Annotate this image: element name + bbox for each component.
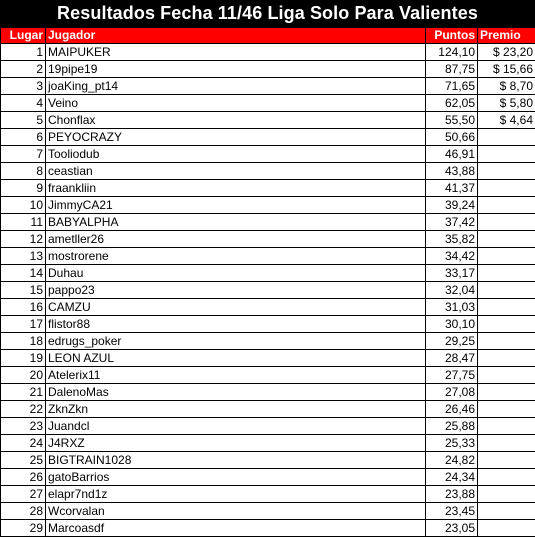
cell-lugar: 28 [1, 503, 46, 520]
cell-premio [478, 214, 535, 231]
cell-premio [478, 384, 535, 401]
cell-premio [478, 469, 535, 486]
cell-jugador: elapr7nd1z [46, 486, 426, 503]
cell-premio: $ 5,80 [478, 95, 535, 112]
cell-lugar: 13 [1, 248, 46, 265]
cell-jugador: LEON AZUL [46, 350, 426, 367]
cell-lugar: 7 [1, 146, 46, 163]
cell-jugador: fraankliin [46, 180, 426, 197]
cell-jugador: Duhau [46, 265, 426, 282]
table-row [1, 452, 535, 469]
cell-premio [478, 401, 535, 418]
cell-jugador: 19pipe19 [46, 61, 426, 78]
cell-lugar: 23 [1, 418, 46, 435]
cell-premio [478, 367, 535, 384]
cell-lugar: 2 [1, 61, 46, 78]
table-row [1, 282, 535, 299]
table-row [1, 520, 535, 537]
cell-puntos: 23,05 [426, 520, 478, 537]
cell-puntos: 50,66 [426, 129, 478, 146]
table-row [1, 146, 535, 163]
cell-lugar: 5 [1, 112, 46, 129]
cell-lugar: 26 [1, 469, 46, 486]
cell-puntos: 28,47 [426, 350, 478, 367]
cell-lugar: 18 [1, 333, 46, 350]
cell-premio [478, 435, 535, 452]
cell-lugar: 21 [1, 384, 46, 401]
cell-puntos: 25,33 [426, 435, 478, 452]
cell-premio [478, 282, 535, 299]
table-row [1, 486, 535, 503]
cell-premio [478, 333, 535, 350]
cell-lugar: 19 [1, 350, 46, 367]
table-row [1, 248, 535, 265]
cell-lugar: 3 [1, 78, 46, 95]
results-table [0, 27, 535, 537]
cell-premio [478, 129, 535, 146]
cell-lugar: 1 [1, 44, 46, 61]
table-row [1, 197, 535, 214]
table-row [1, 435, 535, 452]
cell-jugador: flistor88 [46, 316, 426, 333]
cell-premio: $ 23,20 [478, 44, 535, 61]
cell-jugador: Veino [46, 95, 426, 112]
cell-lugar: 14 [1, 265, 46, 282]
cell-puntos: 24,82 [426, 452, 478, 469]
table-row [1, 333, 535, 350]
table-row [1, 265, 535, 282]
cell-lugar: 9 [1, 180, 46, 197]
cell-premio [478, 146, 535, 163]
table-row [1, 78, 535, 95]
table-row [1, 316, 535, 333]
cell-jugador: BIGTRAIN1028 [46, 452, 426, 469]
cell-puntos: 39,24 [426, 197, 478, 214]
header-puntos: Puntos [426, 28, 478, 44]
cell-premio: $ 8,70 [478, 78, 535, 95]
cell-jugador: JimmyCA21 [46, 197, 426, 214]
cell-jugador: PEYOCRAZY [46, 129, 426, 146]
table-row [1, 129, 535, 146]
cell-jugador: ZknZkn [46, 401, 426, 418]
table-row [1, 44, 535, 61]
cell-puntos: 41,37 [426, 180, 478, 197]
table-row [1, 469, 535, 486]
cell-puntos: 55,50 [426, 112, 478, 129]
cell-lugar: 8 [1, 163, 46, 180]
cell-lugar: 20 [1, 367, 46, 384]
cell-lugar: 10 [1, 197, 46, 214]
cell-lugar: 15 [1, 282, 46, 299]
table-row [1, 299, 535, 316]
cell-lugar: 12 [1, 231, 46, 248]
cell-jugador: gatoBarrios [46, 469, 426, 486]
header-row [1, 28, 535, 44]
cell-premio: $ 15,66 [478, 61, 535, 78]
cell-puntos: 46,91 [426, 146, 478, 163]
cell-lugar: 16 [1, 299, 46, 316]
cell-puntos: 31,03 [426, 299, 478, 316]
cell-jugador: Chonflax [46, 112, 426, 129]
sheet-title: Resultados Fecha 11/46 Liga Solo Para Valientes [0, 0, 535, 27]
cell-premio [478, 316, 535, 333]
cell-puntos: 34,42 [426, 248, 478, 265]
table-row [1, 401, 535, 418]
table-row [1, 350, 535, 367]
cell-jugador: Marcoasdf [46, 520, 426, 537]
cell-jugador: CAMZU [46, 299, 426, 316]
cell-puntos: 27,08 [426, 384, 478, 401]
cell-jugador: pappo23 [46, 282, 426, 299]
cell-puntos: 124,10 [426, 44, 478, 61]
cell-puntos: 24,34 [426, 469, 478, 486]
header-lugar: Lugar [1, 28, 46, 44]
cell-puntos: 32,04 [426, 282, 478, 299]
table-row [1, 180, 535, 197]
table-row [1, 95, 535, 112]
cell-jugador: mostrorene [46, 248, 426, 265]
cell-premio [478, 163, 535, 180]
cell-premio [478, 180, 535, 197]
cell-puntos: 25,88 [426, 418, 478, 435]
cell-puntos: 23,45 [426, 503, 478, 520]
table-row [1, 418, 535, 435]
cell-lugar: 24 [1, 435, 46, 452]
cell-puntos: 26,46 [426, 401, 478, 418]
cell-premio: $ 4,64 [478, 112, 535, 129]
cell-lugar: 22 [1, 401, 46, 418]
cell-lugar: 17 [1, 316, 46, 333]
results-body [1, 44, 535, 537]
cell-jugador: Juandcl [46, 418, 426, 435]
cell-jugador: MAIPUKER [46, 44, 426, 61]
table-row [1, 367, 535, 384]
cell-premio [478, 265, 535, 282]
cell-premio [478, 503, 535, 520]
header-jugador: Jugador [46, 28, 426, 44]
cell-premio [478, 520, 535, 537]
cell-lugar: 6 [1, 129, 46, 146]
table-row [1, 231, 535, 248]
cell-puntos: 35,82 [426, 231, 478, 248]
cell-jugador: DalenoMas [46, 384, 426, 401]
table-row [1, 503, 535, 520]
cell-puntos: 71,65 [426, 78, 478, 95]
cell-lugar: 27 [1, 486, 46, 503]
cell-puntos: 43,88 [426, 163, 478, 180]
cell-premio [478, 248, 535, 265]
cell-jugador: J4RXZ [46, 435, 426, 452]
cell-puntos: 30,10 [426, 316, 478, 333]
cell-premio [478, 452, 535, 469]
cell-lugar: 25 [1, 452, 46, 469]
table-row [1, 112, 535, 129]
cell-puntos: 23,88 [426, 486, 478, 503]
cell-jugador: BABYALPHA [46, 214, 426, 231]
cell-jugador: edrugs_poker [46, 333, 426, 350]
cell-puntos: 87,75 [426, 61, 478, 78]
cell-premio [478, 197, 535, 214]
cell-jugador: joaKing_pt14 [46, 78, 426, 95]
table-row [1, 384, 535, 401]
cell-lugar: 11 [1, 214, 46, 231]
cell-jugador: ametller26 [46, 231, 426, 248]
cell-jugador: Atelerix11 [46, 367, 426, 384]
cell-puntos: 62,05 [426, 95, 478, 112]
cell-puntos: 29,25 [426, 333, 478, 350]
cell-puntos: 37,42 [426, 214, 478, 231]
cell-lugar: 4 [1, 95, 46, 112]
cell-jugador: Tooliodub [46, 146, 426, 163]
cell-jugador: ceastian [46, 163, 426, 180]
table-row [1, 61, 535, 78]
cell-premio [478, 486, 535, 503]
cell-jugador: Wcorvalan [46, 503, 426, 520]
cell-premio [478, 350, 535, 367]
cell-puntos: 27,75 [426, 367, 478, 384]
cell-puntos: 33,17 [426, 265, 478, 282]
cell-premio [478, 299, 535, 316]
cell-lugar: 29 [1, 520, 46, 537]
table-row [1, 163, 535, 180]
cell-premio [478, 231, 535, 248]
cell-premio [478, 418, 535, 435]
table-row [1, 214, 535, 231]
header-premio: Premio [478, 28, 535, 44]
